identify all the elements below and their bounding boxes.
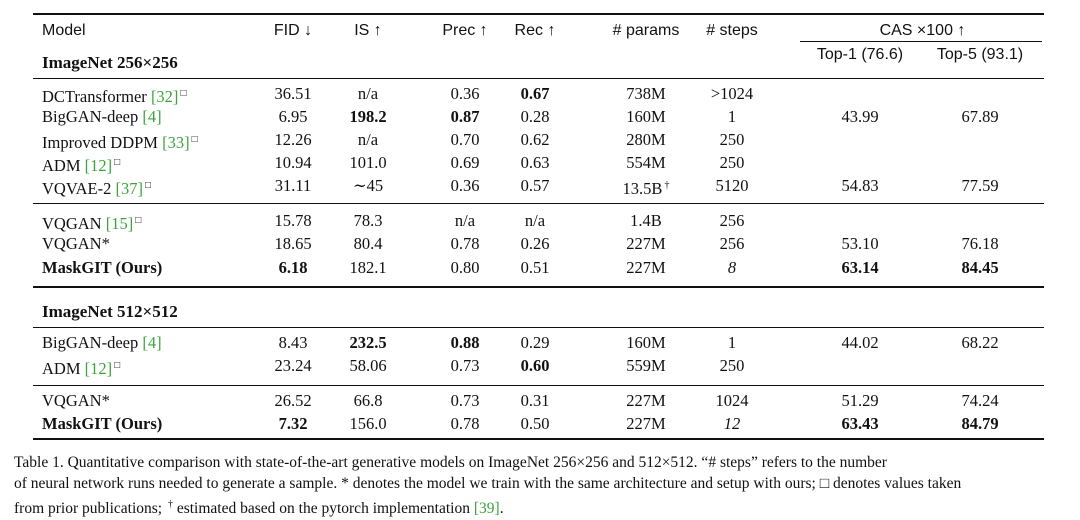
table-row — [0, 232, 1080, 256]
header-is: IS ↑ — [354, 22, 382, 39]
header-rec: Rec ↑ — [514, 22, 556, 39]
row-rec: 0.29 — [520, 333, 550, 352]
row-fid: 6.18 — [278, 258, 308, 277]
top-rule — [33, 13, 1044, 15]
row-top5: 77.59 — [961, 176, 999, 195]
row-is: ∼45 — [352, 176, 384, 195]
row-fid: 36.51 — [274, 84, 312, 103]
row-top5: 68.22 — [961, 333, 999, 352]
row-params: 13.5B † — [622, 179, 670, 198]
row-rec: 0.28 — [520, 107, 550, 126]
section-512-title: ImageNet 512×512 — [42, 302, 178, 321]
row-rec: n/a — [524, 211, 546, 230]
row-is: 78.3 — [353, 211, 383, 230]
row-rec: 0.62 — [520, 130, 550, 149]
caption-line-2: of neural network runs needed to generate a sample. * denotes the model we train with the same architecture and setup with ours; □ denotes values taken — [14, 475, 962, 492]
row-model: BigGAN-deep [4] — [42, 333, 162, 352]
row-prec: 0.69 — [450, 153, 480, 172]
row-steps: 1024 — [715, 391, 749, 410]
row-steps: 256 — [719, 234, 745, 253]
row-params: 227M — [626, 414, 666, 433]
row-prec: 0.73 — [450, 356, 480, 375]
row-fid: 26.52 — [274, 391, 312, 410]
row-fid: 15.78 — [274, 211, 312, 230]
row-model: VQGAN* — [42, 234, 110, 253]
row-steps: 8 — [727, 258, 737, 277]
row-model: ADM [12] □ — [42, 156, 121, 175]
table-header — [0, 19, 1080, 43]
row-params: 160M — [626, 107, 666, 126]
caption-line-3: from prior publications; † estimated based on the pytorch implementation [39]. — [14, 499, 504, 517]
row-model: VQGAN* — [42, 391, 110, 410]
row-params: 738M — [626, 84, 666, 103]
row-prec: 0.88 — [450, 333, 480, 352]
row-prec: 0.78 — [450, 414, 480, 433]
rule-after-512-title — [33, 327, 1044, 328]
row-top1: 54.83 — [841, 176, 879, 195]
table-row — [0, 354, 1080, 378]
row-model: VQGAN [15] □ — [42, 214, 142, 233]
row-steps: 5120 — [715, 176, 749, 195]
row-rec: 0.26 — [520, 234, 550, 253]
header-top5: Top-5 (93.1) — [936, 46, 1024, 63]
row-model: Improved DDPM [33] □ — [42, 133, 198, 152]
row-params: 1.4B — [630, 211, 662, 230]
row-prec: 0.36 — [450, 84, 480, 103]
header-model: Model — [42, 22, 86, 39]
row-model: VQVAE-2 [37] □ — [42, 179, 152, 198]
row-model: MaskGIT (Ours) — [42, 258, 163, 277]
row-fid: 10.94 — [274, 153, 312, 172]
row-is: n/a — [357, 130, 379, 149]
row-model: ADM [12] □ — [42, 359, 121, 378]
table-row — [0, 174, 1080, 198]
row-top1: 63.14 — [841, 258, 879, 277]
row-is: n/a — [357, 84, 379, 103]
section-256-title: ImageNet 256×256 — [42, 53, 178, 72]
row-top5: 84.79 — [961, 414, 999, 433]
row-steps: 256 — [719, 211, 745, 230]
row-model: DCTransformer [32] □ — [42, 87, 187, 106]
row-fid: 8.43 — [278, 333, 308, 352]
row-prec: n/a — [454, 211, 476, 230]
caption-line-1: Table 1. Quantitative comparison with state-of-the-art generative models on ImageNet 256×256 and 512×512. “# steps” refers to the number — [14, 454, 887, 471]
row-params: 559M — [626, 356, 666, 375]
row-top1: 53.10 — [841, 234, 879, 253]
table-row — [0, 128, 1080, 152]
row-rec: 0.63 — [520, 153, 550, 172]
row-fid: 18.65 — [274, 234, 312, 253]
row-steps: >1024 — [710, 84, 754, 103]
row-is: 156.0 — [349, 414, 387, 433]
row-top1: 43.99 — [841, 107, 879, 126]
row-is: 101.0 — [349, 153, 387, 172]
header-prec: Prec ↑ — [442, 22, 488, 39]
row-prec: 0.73 — [450, 391, 480, 410]
table-row — [0, 82, 1080, 106]
table-row — [0, 331, 1080, 355]
table-caption — [14, 452, 1070, 519]
table-row — [0, 209, 1080, 233]
row-rec: 0.31 — [520, 391, 550, 410]
section-512 — [0, 300, 1080, 324]
table-row — [0, 105, 1080, 129]
header-fid: FID ↓ — [273, 22, 313, 39]
row-top1: 51.29 — [841, 391, 879, 410]
row-prec: 0.80 — [450, 258, 480, 277]
row-is: 58.06 — [349, 356, 387, 375]
row-fid: 23.24 — [274, 356, 312, 375]
row-rec: 0.57 — [520, 176, 550, 195]
row-params: 160M — [626, 333, 666, 352]
row-steps: 250 — [719, 356, 745, 375]
table-row — [0, 389, 1080, 413]
row-prec: 0.70 — [450, 130, 480, 149]
row-top5: 84.45 — [961, 258, 999, 277]
row-steps: 1 — [727, 107, 737, 126]
table-row — [0, 256, 1080, 280]
row-rec: 0.67 — [520, 84, 550, 103]
row-fid: 31.11 — [274, 176, 312, 195]
table-row — [0, 151, 1080, 175]
row-is: 66.8 — [353, 391, 383, 410]
row-top5: 74.24 — [961, 391, 999, 410]
row-params: 227M — [626, 234, 666, 253]
row-is: 80.4 — [353, 234, 383, 253]
row-fid: 12.26 — [274, 130, 312, 149]
row-prec: 0.36 — [450, 176, 480, 195]
header-top1: Top-1 (76.6) — [816, 46, 904, 63]
header-cas: CAS ×100 ↑ — [879, 22, 966, 39]
rule-after-header — [33, 78, 1044, 79]
row-top5: 76.18 — [961, 234, 999, 253]
row-params: 227M — [626, 258, 666, 277]
section-256 — [0, 51, 1080, 75]
row-params: 554M — [626, 153, 666, 172]
bottom-rule — [33, 438, 1044, 440]
row-model: BigGAN-deep [4] — [42, 107, 162, 126]
row-steps: 12 — [723, 414, 741, 433]
rule-end-256 — [33, 286, 1044, 288]
rule-group1 — [33, 203, 1044, 204]
row-rec: 0.50 — [520, 414, 550, 433]
header-steps: # steps — [706, 22, 758, 39]
row-top1: 63.43 — [841, 414, 879, 433]
row-fid: 7.32 — [278, 414, 308, 433]
row-model: MaskGIT (Ours) — [42, 414, 163, 433]
row-fid: 6.95 — [278, 107, 308, 126]
row-steps: 250 — [719, 130, 745, 149]
row-prec: 0.87 — [450, 107, 480, 126]
table-row — [0, 412, 1080, 436]
row-params: 280M — [626, 130, 666, 149]
row-rec: 0.60 — [520, 356, 550, 375]
row-is: 232.5 — [349, 333, 387, 352]
row-steps: 1 — [727, 333, 737, 352]
row-prec: 0.78 — [450, 234, 480, 253]
rule-group3 — [33, 385, 1044, 386]
row-steps: 250 — [719, 153, 745, 172]
header-params: # params — [612, 22, 680, 39]
row-rec: 0.51 — [520, 258, 550, 277]
row-top1: 44.02 — [841, 333, 879, 352]
row-top5: 67.89 — [961, 107, 999, 126]
row-is: 198.2 — [349, 107, 387, 126]
row-params: 227M — [626, 391, 666, 410]
row-is: 182.1 — [349, 258, 387, 277]
